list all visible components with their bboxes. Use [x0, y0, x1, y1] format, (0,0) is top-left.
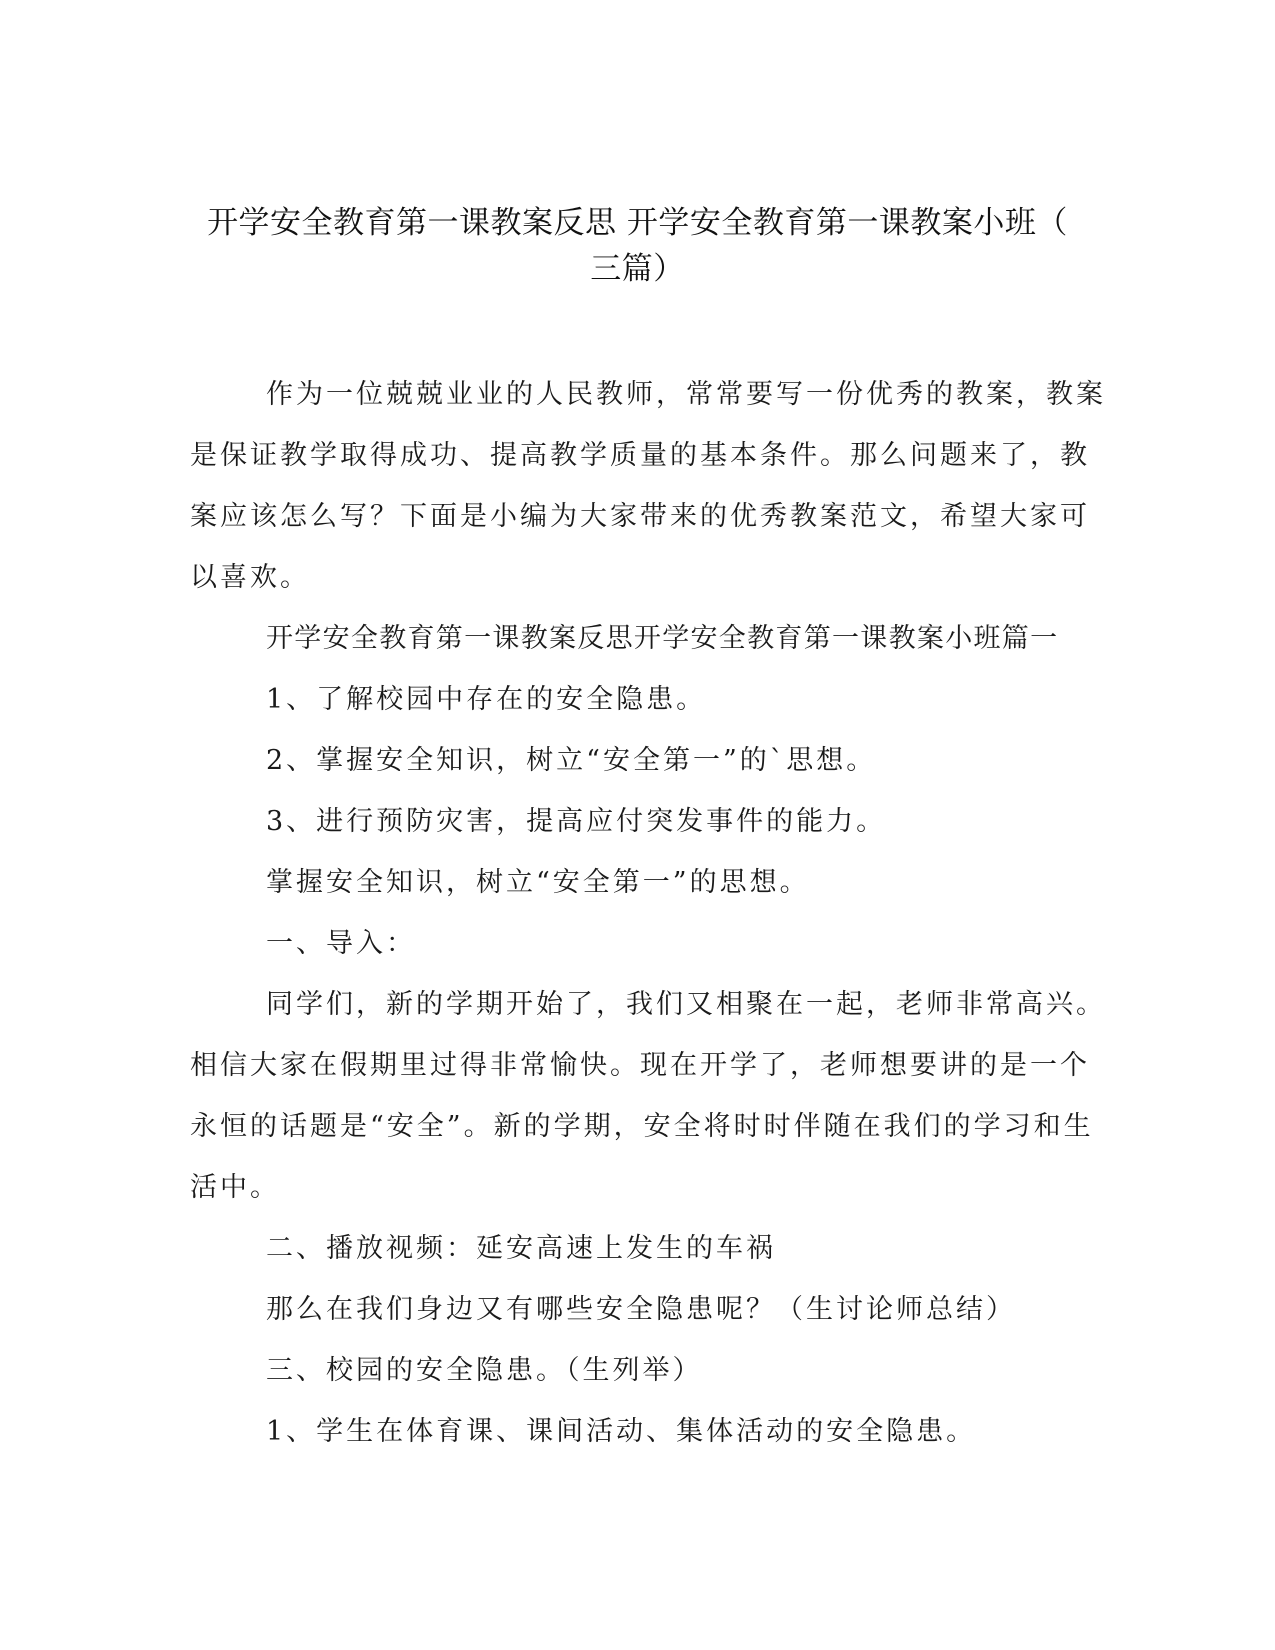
- intro-paragraph: [190, 364, 1106, 608]
- step-3-item-1: 1、学生在体育课、课间活动、集体活动的安全隐患。: [266, 1416, 977, 1447]
- step-3-heading: 三、校园的安全隐患。（生列举）: [266, 1355, 703, 1386]
- intro-line-4: 以喜欢。: [190, 562, 310, 593]
- step-1-line-4: 活中。: [190, 1172, 280, 1203]
- step-2-question: 那么在我们身边又有哪些安全隐患呢？（生讨论师总结）: [266, 1294, 1016, 1325]
- key-point: 掌握安全知识，树立“安全第一”的思想。: [266, 867, 810, 898]
- goal-1: 1、了解校园中存在的安全隐患。: [266, 684, 707, 715]
- step-2-heading: 二、播放视频：延安高速上发生的车祸: [266, 1233, 776, 1264]
- step-1-line-3: 永恒的话题是“安全”。新的学期，安全将时时伴随在我们的学习和生: [190, 1111, 1094, 1142]
- document-title: [170, 200, 1105, 292]
- intro-line-3: 案应该怎么写？下面是小编为大家带来的优秀教案范文，希望大家可: [190, 501, 1090, 532]
- title-line-1: 开学安全教育第一课教案反思 开学安全教育第一课教案小班（: [207, 205, 1068, 241]
- intro-line-2: 是保证教学取得成功、提高教学质量的基本条件。那么问题来了，教: [190, 440, 1090, 471]
- title-line-2: 三篇）: [590, 251, 685, 287]
- step-1-paragraph: [190, 974, 1106, 1218]
- document-body: [190, 364, 1106, 1462]
- goal-3: 3、进行预防灾害，提高应付突发事件的能力。: [266, 806, 887, 837]
- step-1-line-2: 相信大家在假期里过得非常愉快。现在开学了，老师想要讲的是一个: [190, 1050, 1090, 1081]
- goal-2: 2、掌握安全知识，树立“安全第一”的`思想。: [266, 745, 877, 776]
- intro-line-1: 作为一位兢兢业业的人民教师，常常要写一份优秀的教案，教案: [266, 379, 1106, 410]
- step-1-line-1: 同学们，新的学期开始了，我们又相聚在一起，老师非常高兴。: [266, 989, 1106, 1020]
- step-1-heading: 一、导入：: [266, 928, 416, 959]
- section-heading: 开学安全教育第一课教案反思开学安全教育第一课教案小班篇一: [266, 623, 1059, 654]
